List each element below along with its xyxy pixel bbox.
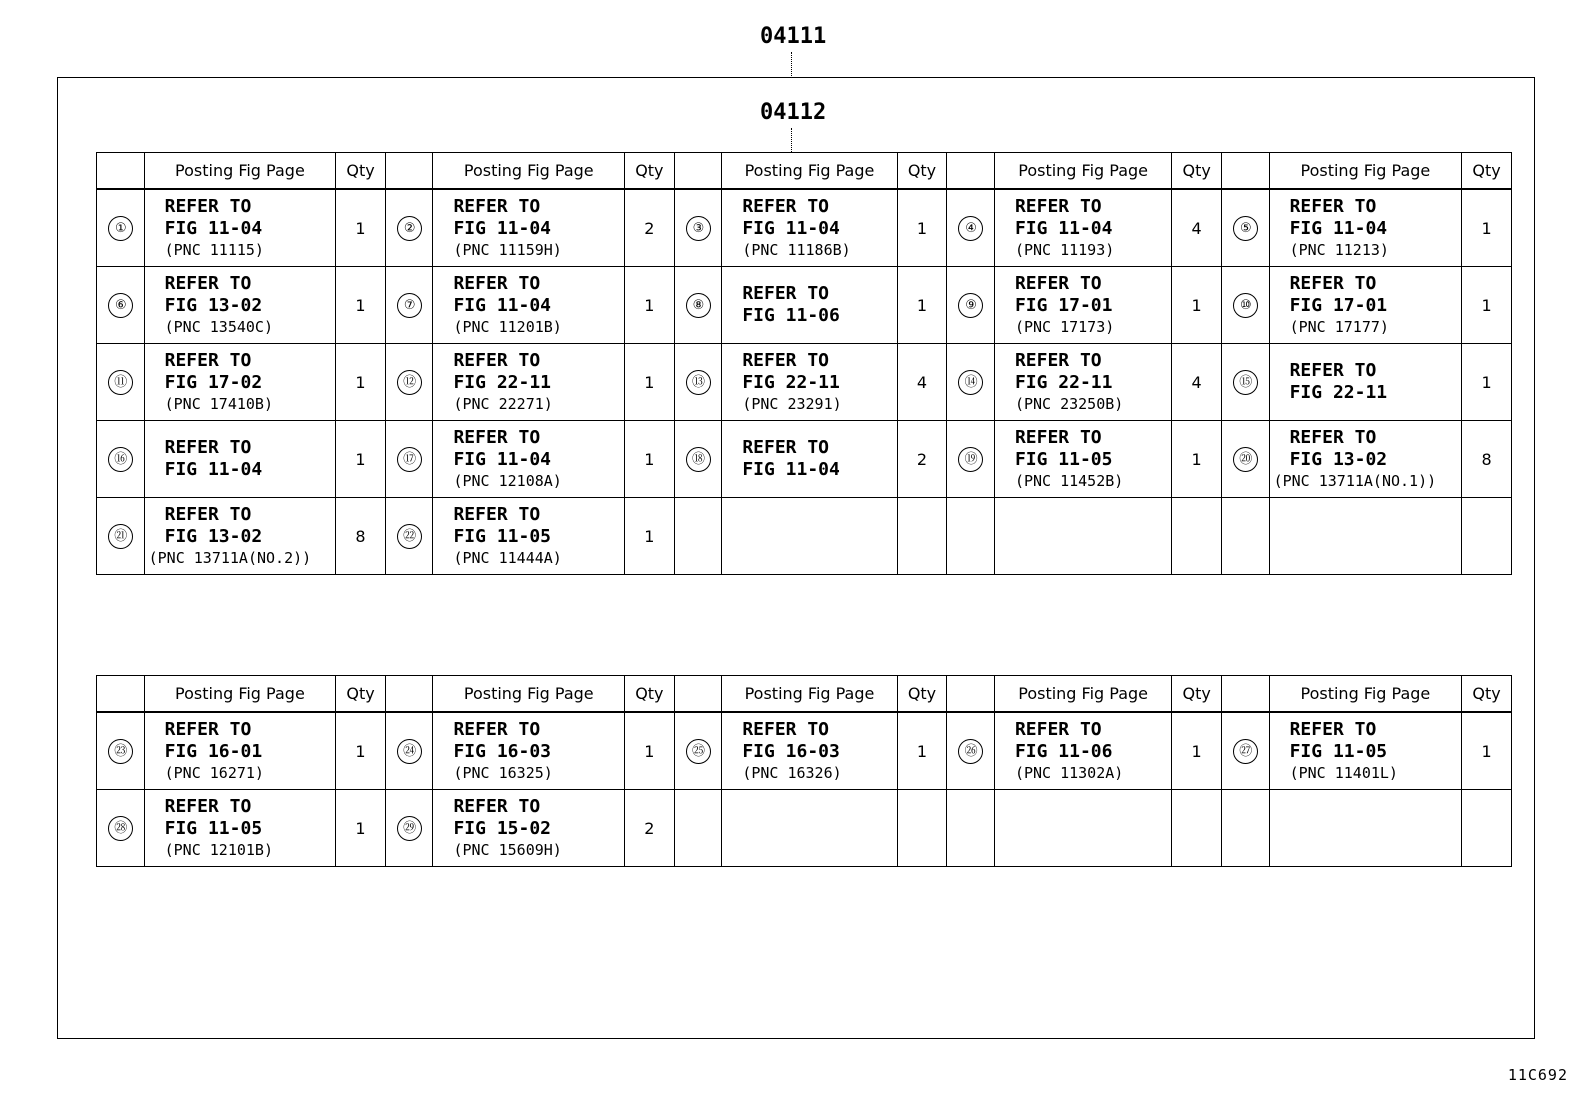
pnc-code: (PNC 12101B) xyxy=(164,841,273,859)
qty-cell: 4 xyxy=(1172,344,1222,421)
pnc-code: (PNC 13711A(NO.1)) xyxy=(1273,472,1437,490)
pnc-code: (PNC 11115) xyxy=(164,241,264,259)
item-number: ㉒ xyxy=(397,524,422,549)
leader-line xyxy=(791,128,792,152)
item-number: ㉕ xyxy=(686,739,711,764)
header-posting-fig-page: Posting Fig Page xyxy=(144,153,336,190)
refer-to-text: REFER TO xyxy=(1289,719,1377,740)
header-qty: Qty xyxy=(1462,153,1512,190)
fig-reference: FIG 13-02 xyxy=(164,295,263,316)
header-posting-fig-page: Posting Fig Page xyxy=(1269,153,1462,190)
reference-cell xyxy=(722,498,897,575)
refer-to-text: REFER TO xyxy=(1289,427,1377,448)
item-number-cell xyxy=(947,421,995,498)
fig-reference: FIG 11-04 xyxy=(1289,218,1388,239)
item-number-cell xyxy=(947,189,995,267)
refer-to-text: REFER TO xyxy=(164,273,252,294)
fig-reference: FIG 22-11 xyxy=(1014,372,1113,393)
header-blank xyxy=(1221,153,1269,190)
reference-cell xyxy=(1269,189,1462,267)
qty-cell: 1 xyxy=(1462,712,1512,790)
pnc-code: (PNC 11302A) xyxy=(1014,764,1124,782)
refer-to-text: REFER TO xyxy=(164,796,252,817)
header-row xyxy=(97,676,1512,713)
header-qty: Qty xyxy=(1172,676,1222,713)
item-number: ⑬ xyxy=(686,370,711,395)
qty-cell: 1 xyxy=(625,267,675,344)
header-qty: Qty xyxy=(897,153,947,190)
fig-reference: FIG 22-11 xyxy=(453,372,552,393)
header-blank xyxy=(385,153,433,190)
reference-cell xyxy=(144,498,336,575)
qty-cell: 1 xyxy=(625,498,675,575)
reference-cell xyxy=(1269,498,1462,575)
reference-cell xyxy=(433,189,625,267)
fig-reference: FIG 17-01 xyxy=(1014,295,1113,316)
qty-cell: 1 xyxy=(897,267,947,344)
item-number-cell xyxy=(674,344,722,421)
table-row xyxy=(97,267,1512,344)
reference-cell xyxy=(144,790,336,867)
header-blank xyxy=(97,153,145,190)
reference-cell xyxy=(144,712,336,790)
item-number: ② xyxy=(397,216,422,241)
pnc-code: (PNC 13540C) xyxy=(164,318,273,336)
fig-reference: FIG 22-11 xyxy=(1289,382,1388,403)
qty-cell: 2 xyxy=(625,790,675,867)
reference-cell xyxy=(144,344,336,421)
reference-cell xyxy=(994,421,1171,498)
item-number-cell xyxy=(1221,712,1269,790)
qty-cell: 1 xyxy=(1462,344,1512,421)
qty-cell: 1 xyxy=(897,712,947,790)
qty-cell: 1 xyxy=(336,344,386,421)
reference-cell xyxy=(1269,712,1462,790)
header-blank xyxy=(947,676,995,713)
item-number-cell xyxy=(1221,267,1269,344)
item-number: ⑰ xyxy=(397,447,422,472)
pnc-code: (PNC 17173) xyxy=(1014,318,1115,336)
refer-to-text: REFER TO xyxy=(742,196,830,217)
qty-cell: 1 xyxy=(625,344,675,421)
item-number-cell xyxy=(947,267,995,344)
header-posting-fig-page: Posting Fig Page xyxy=(722,676,897,713)
fig-reference: FIG 13-02 xyxy=(164,526,263,547)
refer-to-text: REFER TO xyxy=(164,196,252,217)
fig-reference: FIG 16-03 xyxy=(453,741,552,762)
qty-cell: 1 xyxy=(336,790,386,867)
qty-cell: 1 xyxy=(625,421,675,498)
pnc-code: (PNC 11193) xyxy=(1014,241,1115,259)
refer-to-text: REFER TO xyxy=(742,437,830,458)
refer-to-text: REFER TO xyxy=(453,719,541,740)
refer-to-text: REFER TO xyxy=(1014,196,1102,217)
refer-to-text: REFER TO xyxy=(1289,360,1377,381)
fig-reference: FIG 11-04 xyxy=(453,295,552,316)
item-number-cell xyxy=(1221,189,1269,267)
pnc-code: (PNC 11186B) xyxy=(742,241,851,259)
header-posting-fig-page: Posting Fig Page xyxy=(144,676,336,713)
item-number: ⑱ xyxy=(686,447,711,472)
item-number: ⑭ xyxy=(958,370,983,395)
item-number: ⑪ xyxy=(108,370,133,395)
reference-cell xyxy=(994,267,1171,344)
reference-cell xyxy=(144,421,336,498)
refer-to-text: REFER TO xyxy=(164,719,252,740)
item-number-cell xyxy=(97,267,145,344)
qty-cell: 8 xyxy=(336,498,386,575)
item-number: ⑧ xyxy=(686,293,711,318)
item-number: ⑩ xyxy=(1233,293,1258,318)
item-number: ㉗ xyxy=(1233,739,1258,764)
fig-reference: FIG 11-05 xyxy=(453,526,552,547)
qty-cell: 1 xyxy=(897,189,947,267)
fig-reference: FIG 11-04 xyxy=(742,459,840,480)
header-qty: Qty xyxy=(625,676,675,713)
item-number-cell xyxy=(947,790,995,867)
qty-cell: 1 xyxy=(1172,267,1222,344)
item-number-cell xyxy=(97,189,145,267)
header-posting-fig-page: Posting Fig Page xyxy=(722,153,897,190)
header-posting-fig-page: Posting Fig Page xyxy=(1269,676,1462,713)
refer-to-text: REFER TO xyxy=(1289,273,1377,294)
qty-cell: 2 xyxy=(897,421,947,498)
header-posting-fig-page: Posting Fig Page xyxy=(433,153,625,190)
header-posting-fig-page: Posting Fig Page xyxy=(994,676,1171,713)
parts-reference-table-2 xyxy=(96,675,1512,867)
pnc-code: (PNC 11452B) xyxy=(1014,472,1124,490)
reference-cell xyxy=(433,421,625,498)
reference-cell xyxy=(722,267,897,344)
refer-to-text: REFER TO xyxy=(1014,350,1102,371)
reference-cell xyxy=(1269,790,1462,867)
reference-cell xyxy=(1269,344,1462,421)
item-number-cell xyxy=(1221,498,1269,575)
qty-cell: 1 xyxy=(1462,267,1512,344)
fig-reference: FIG 11-05 xyxy=(1289,741,1388,762)
item-number: ⑥ xyxy=(108,293,133,318)
fig-reference: FIG 15-02 xyxy=(453,818,552,839)
header-posting-fig-page: Posting Fig Page xyxy=(994,153,1171,190)
refer-to-text: REFER TO xyxy=(453,796,541,817)
item-number: ⑳ xyxy=(1233,447,1258,472)
reference-cell xyxy=(722,421,897,498)
fig-reference: FIG 11-06 xyxy=(742,305,840,326)
qty-cell xyxy=(897,790,947,867)
refer-to-text: REFER TO xyxy=(1014,273,1102,294)
qty-cell: 1 xyxy=(336,189,386,267)
qty-cell: 1 xyxy=(1172,421,1222,498)
qty-cell: 1 xyxy=(336,712,386,790)
reference-cell xyxy=(722,712,897,790)
assembly-label-04112: 04112 xyxy=(760,100,827,125)
reference-cell xyxy=(433,267,625,344)
fig-reference: FIG 11-04 xyxy=(1014,218,1113,239)
reference-cell xyxy=(433,344,625,421)
item-number-cell xyxy=(1221,344,1269,421)
refer-to-text: REFER TO xyxy=(453,273,541,294)
qty-cell: 1 xyxy=(336,421,386,498)
item-number-cell xyxy=(674,267,722,344)
item-number-cell xyxy=(385,790,433,867)
item-number-cell xyxy=(385,421,433,498)
pnc-code: (PNC 13711A(NO.2)) xyxy=(148,549,312,567)
qty-cell: 1 xyxy=(336,267,386,344)
header-qty: Qty xyxy=(336,153,386,190)
item-number-cell xyxy=(385,712,433,790)
pnc-code: (PNC 11401L) xyxy=(1289,764,1398,782)
pnc-code: (PNC 23250B) xyxy=(1014,395,1124,413)
leader-line xyxy=(791,52,792,76)
fig-reference: FIG 11-04 xyxy=(164,459,263,480)
fig-reference: FIG 11-04 xyxy=(742,218,840,239)
illustration-code: 11C692 xyxy=(1507,1066,1568,1084)
pnc-code: (PNC 17410B) xyxy=(164,395,273,413)
reference-cell xyxy=(994,498,1171,575)
item-number: ㉔ xyxy=(397,739,422,764)
item-number-cell xyxy=(97,712,145,790)
item-number: ⑲ xyxy=(958,447,983,472)
item-number-cell xyxy=(674,790,722,867)
refer-to-text: REFER TO xyxy=(742,719,830,740)
item-number-cell xyxy=(1221,790,1269,867)
header-posting-fig-page: Posting Fig Page xyxy=(433,676,625,713)
item-number-cell xyxy=(97,790,145,867)
reference-cell xyxy=(1269,421,1462,498)
qty-cell xyxy=(897,498,947,575)
qty-cell: 4 xyxy=(897,344,947,421)
pnc-code: (PNC 16271) xyxy=(164,764,264,782)
item-number: ⑮ xyxy=(1233,370,1258,395)
fig-reference: FIG 13-02 xyxy=(1289,449,1388,470)
fig-reference: FIG 11-06 xyxy=(1014,741,1113,762)
item-number: ⑯ xyxy=(108,447,133,472)
qty-cell: 4 xyxy=(1172,189,1222,267)
item-number: ⑦ xyxy=(397,293,422,318)
refer-to-text: REFER TO xyxy=(164,437,252,458)
table-row xyxy=(97,421,1512,498)
item-number-cell xyxy=(385,189,433,267)
reference-cell xyxy=(722,790,897,867)
refer-to-text: REFER TO xyxy=(164,504,252,525)
item-number-cell xyxy=(1221,421,1269,498)
reference-cell xyxy=(994,189,1171,267)
qty-cell: 1 xyxy=(1172,712,1222,790)
qty-cell: 1 xyxy=(1462,189,1512,267)
reference-cell xyxy=(144,189,336,267)
header-blank xyxy=(674,153,722,190)
header-qty: Qty xyxy=(336,676,386,713)
item-number: ① xyxy=(108,216,133,241)
reference-cell xyxy=(722,189,897,267)
pnc-code: (PNC 23291) xyxy=(742,395,842,413)
item-number-cell xyxy=(947,498,995,575)
fig-reference: FIG 17-01 xyxy=(1289,295,1388,316)
reference-cell xyxy=(994,712,1171,790)
pnc-code: (PNC 11159H) xyxy=(453,241,562,259)
qty-cell: 8 xyxy=(1462,421,1512,498)
qty-cell xyxy=(1172,498,1222,575)
item-number: ㉓ xyxy=(108,739,133,764)
item-number: ⑤ xyxy=(1233,216,1258,241)
fig-reference: FIG 11-05 xyxy=(1014,449,1113,470)
item-number-cell xyxy=(674,189,722,267)
assembly-label-04111: 04111 xyxy=(760,24,827,49)
refer-to-text: REFER TO xyxy=(1014,719,1102,740)
qty-cell xyxy=(1462,498,1512,575)
reference-cell xyxy=(433,712,625,790)
refer-to-text: REFER TO xyxy=(1014,427,1102,448)
item-number: ⑨ xyxy=(958,293,983,318)
item-number-cell xyxy=(674,712,722,790)
header-blank xyxy=(97,676,145,713)
reference-cell xyxy=(433,498,625,575)
table-row xyxy=(97,344,1512,421)
refer-to-text: REFER TO xyxy=(453,350,541,371)
item-number-cell xyxy=(385,498,433,575)
header-row xyxy=(97,153,1512,190)
header-blank xyxy=(674,676,722,713)
item-number: ③ xyxy=(686,216,711,241)
parts-reference-table-1 xyxy=(96,152,1512,575)
pnc-code: (PNC 11201B) xyxy=(453,318,562,336)
item-number: ㉘ xyxy=(108,816,133,841)
qty-cell xyxy=(1172,790,1222,867)
item-number-cell xyxy=(385,267,433,344)
qty-cell: 1 xyxy=(625,712,675,790)
header-qty: Qty xyxy=(897,676,947,713)
table-row xyxy=(97,498,1512,575)
fig-reference: FIG 11-04 xyxy=(164,218,263,239)
item-number: ㉙ xyxy=(397,816,422,841)
item-number: ㉖ xyxy=(958,739,983,764)
refer-to-text: REFER TO xyxy=(164,350,252,371)
reference-cell xyxy=(144,267,336,344)
header-blank xyxy=(385,676,433,713)
qty-cell xyxy=(1462,790,1512,867)
item-number: ④ xyxy=(958,216,983,241)
item-number-cell xyxy=(674,498,722,575)
pnc-code: (PNC 15609H) xyxy=(453,841,562,859)
item-number-cell xyxy=(947,712,995,790)
item-number-cell xyxy=(947,344,995,421)
item-number-cell xyxy=(385,344,433,421)
fig-reference: FIG 22-11 xyxy=(742,372,840,393)
reference-cell xyxy=(994,344,1171,421)
pnc-code: (PNC 11444A) xyxy=(453,549,562,567)
refer-to-text: REFER TO xyxy=(742,350,830,371)
qty-cell: 2 xyxy=(625,189,675,267)
header-qty: Qty xyxy=(1172,153,1222,190)
item-number-cell xyxy=(674,421,722,498)
refer-to-text: REFER TO xyxy=(742,283,830,304)
fig-reference: FIG 11-04 xyxy=(453,218,552,239)
refer-to-text: REFER TO xyxy=(453,427,541,448)
item-number-cell xyxy=(97,498,145,575)
item-number-cell xyxy=(97,421,145,498)
reference-cell xyxy=(994,790,1171,867)
header-qty: Qty xyxy=(1462,676,1512,713)
item-number: ㉑ xyxy=(108,524,133,549)
refer-to-text: REFER TO xyxy=(1289,196,1377,217)
pnc-code: (PNC 16326) xyxy=(742,764,842,782)
table-row xyxy=(97,189,1512,267)
fig-reference: FIG 11-05 xyxy=(164,818,263,839)
refer-to-text: REFER TO xyxy=(453,196,541,217)
fig-reference: FIG 17-02 xyxy=(164,372,263,393)
pnc-code: (PNC 12108A) xyxy=(453,472,562,490)
pnc-code: (PNC 11213) xyxy=(1289,241,1389,259)
header-qty: Qty xyxy=(625,153,675,190)
reference-cell xyxy=(1269,267,1462,344)
fig-reference: FIG 16-03 xyxy=(742,741,840,762)
reference-cell xyxy=(722,344,897,421)
pnc-code: (PNC 22271) xyxy=(453,395,553,413)
refer-to-text: REFER TO xyxy=(453,504,541,525)
table-row xyxy=(97,712,1512,790)
pnc-code: (PNC 17177) xyxy=(1289,318,1389,336)
header-blank xyxy=(1221,676,1269,713)
pnc-code: (PNC 16325) xyxy=(453,764,553,782)
item-number-cell xyxy=(97,344,145,421)
fig-reference: FIG 11-04 xyxy=(453,449,552,470)
item-number: ⑫ xyxy=(397,370,422,395)
table-row xyxy=(97,790,1512,867)
reference-cell xyxy=(433,790,625,867)
header-blank xyxy=(947,153,995,190)
fig-reference: FIG 16-01 xyxy=(164,741,263,762)
